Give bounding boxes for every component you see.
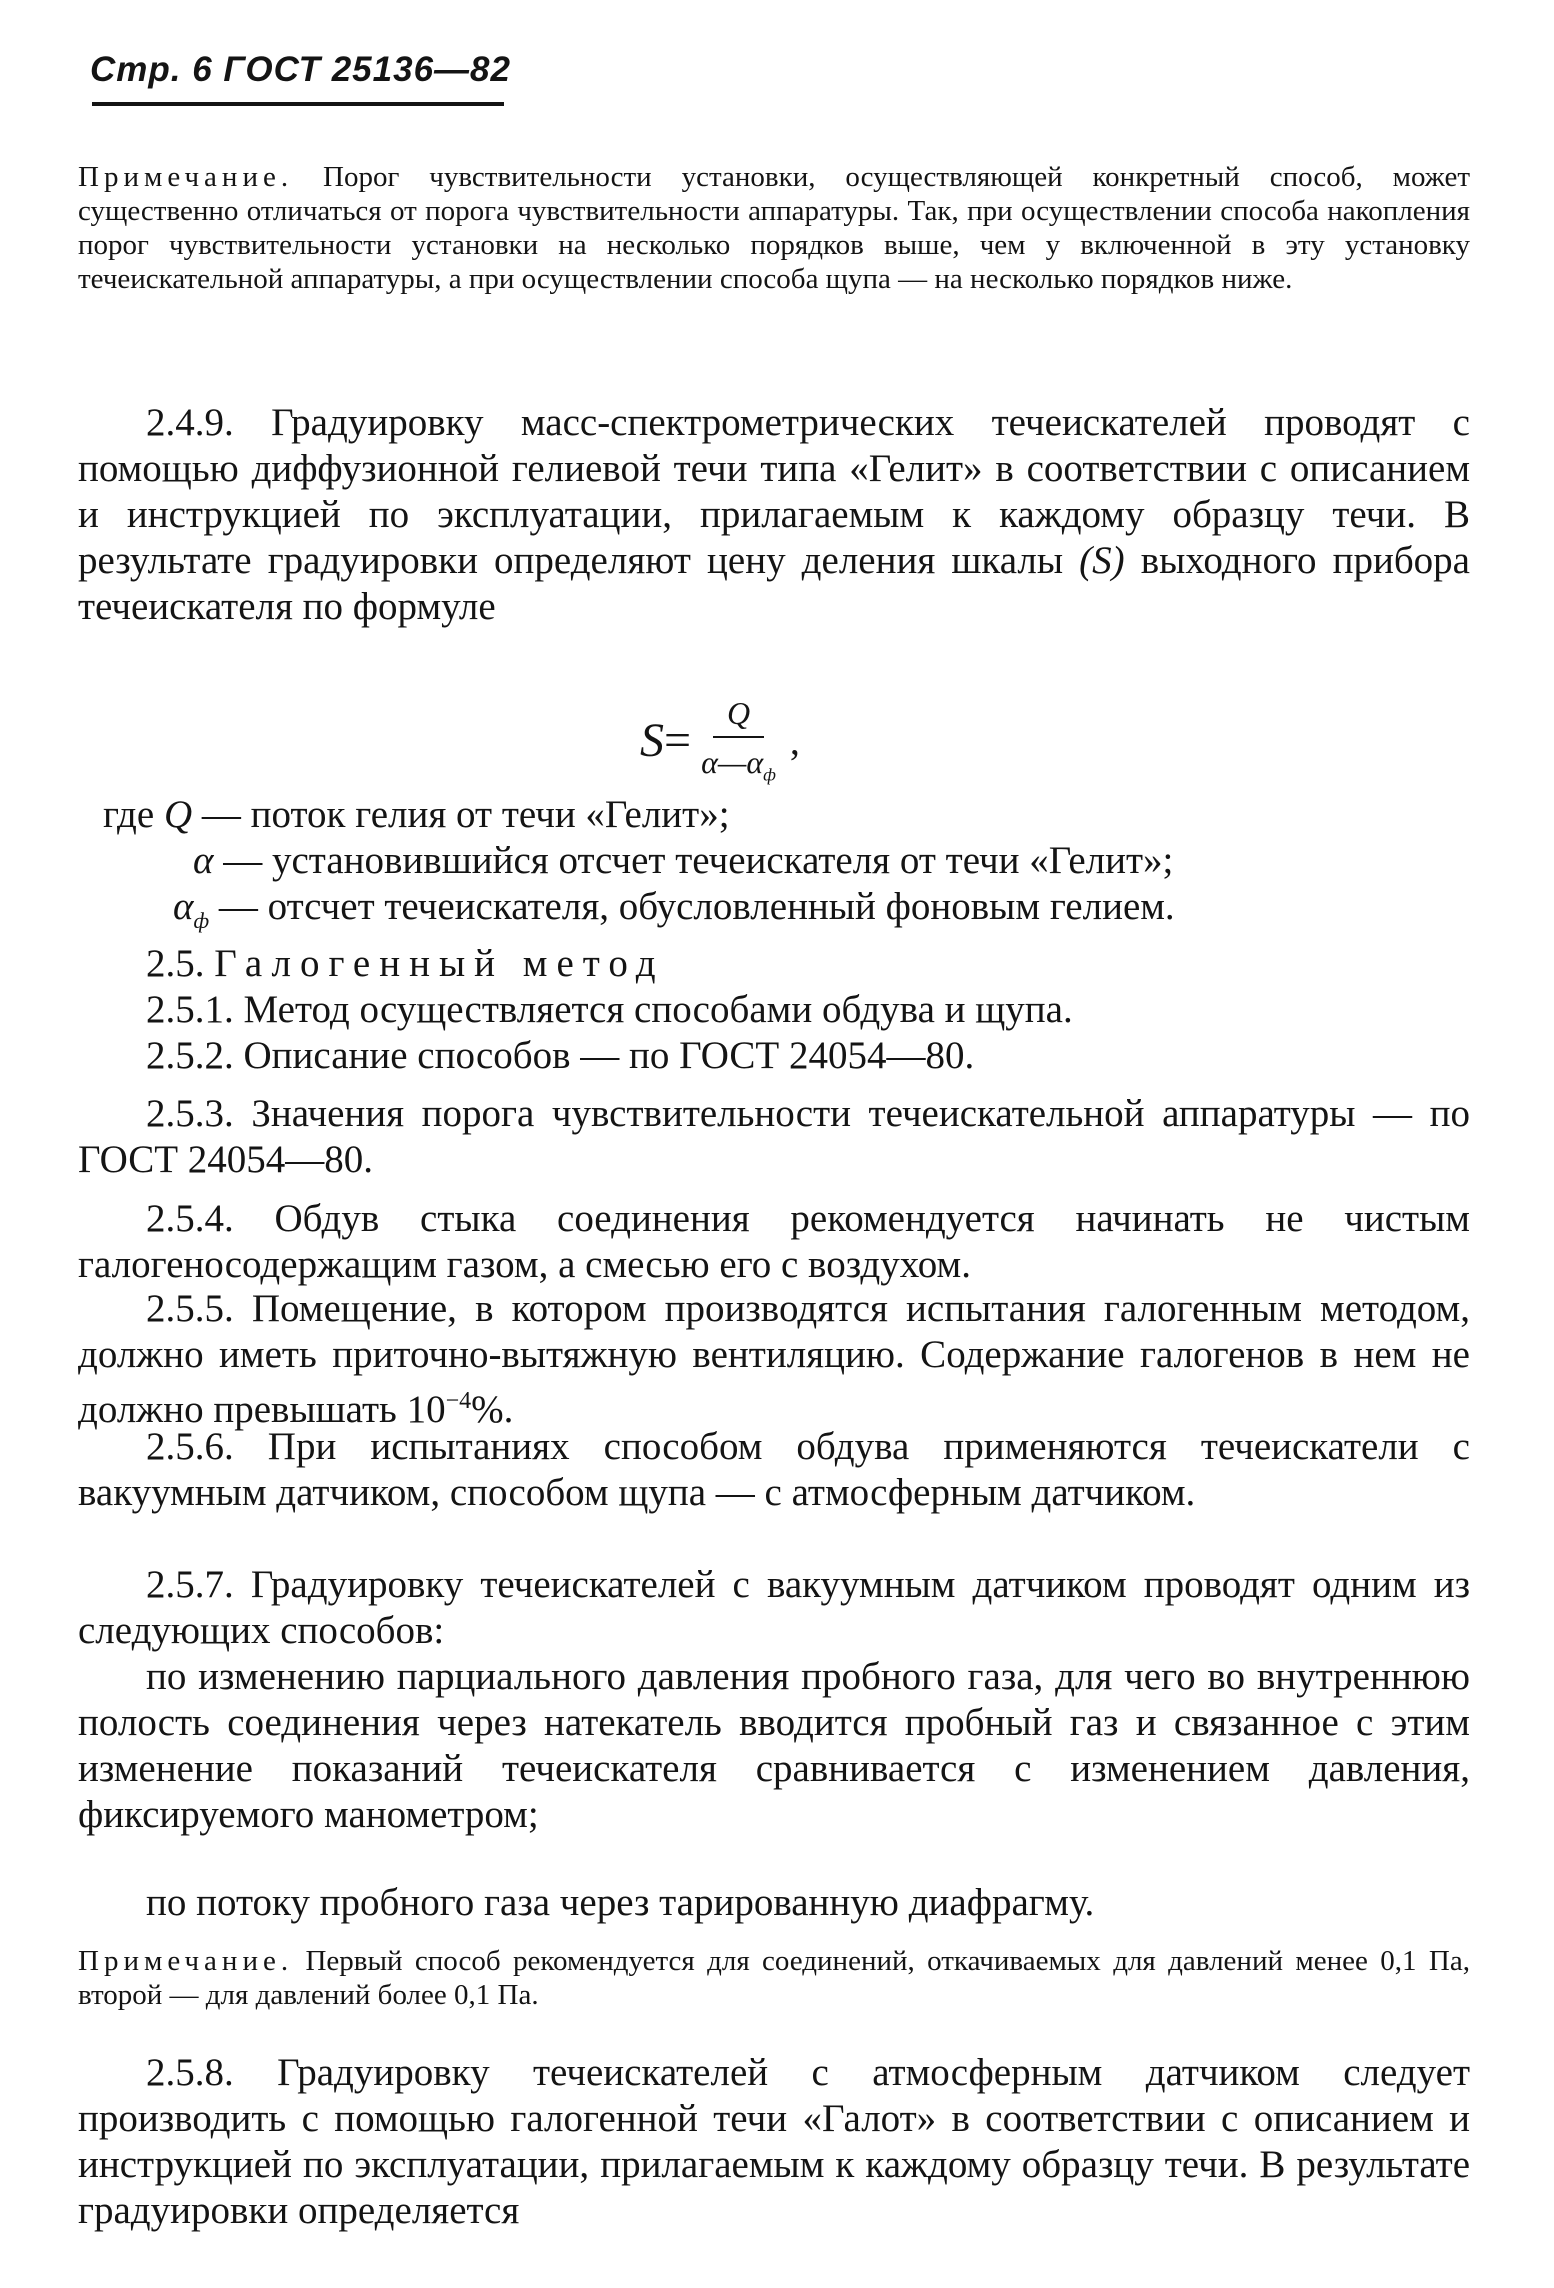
- where-alpha: α — установившийся отсчет течеискателя от течи «Гелит»;: [193, 839, 1174, 882]
- paragraph-2-5-3: 2.5.3. Значения порога чувствительности течеискательной аппаратуры — по ГОСТ 24054—80.: [78, 1092, 1470, 1181]
- paragraph-2-5-4: 2.5.4. Обдув стыка соединения рекомендуется начинать не чистым галогеносодержащим газом, а смесью его с воздухом.: [78, 1197, 1470, 1286]
- formula-equals: =: [664, 713, 692, 767]
- paragraph-2-5-7: 2.5.7. Градуировку течеискателей с вакуумным датчиком проводят одним из следующих способов:: [78, 1563, 1470, 1652]
- formula-comma: ,: [789, 717, 800, 763]
- paragraph-text-end: выходного прибора течеискателя по формуле: [78, 539, 1470, 628]
- note-methods: [78, 1944, 1470, 2012]
- formula-denominator: $\alpha—\alpha_ф$: [701, 743, 776, 785]
- note-sensitivity: [78, 160, 1470, 296]
- page-header: Стр. 6 ГОСТ 25136—82: [90, 50, 511, 89]
- paragraph-2-5-7-method-2: по потоку пробного газа через тарированную диафрагму.: [146, 1881, 1095, 1924]
- where-alpha-f: $\alpha_ф$ — отсчет течеискателя, обусловленный фоновым гелием.: [173, 885, 1175, 933]
- paragraph-2-5-8: 2.5.8. Градуировку течеискателей с атмосферным датчиком следует производить с помощью галогенной течи «Галот» в соответствии с описанием и инструкцией по эксплуатации, прилагаемым к каждому образцу течи. В результате градуировки определяется: [78, 2051, 1470, 2232]
- formula-fraction: [701, 695, 776, 785]
- paragraph-2-4-9: [78, 400, 1470, 630]
- note-text: Первый способ рекомендуется для соединений, откачиваемых для давлений менее 0,1 Па, второй — для давлений более 0,1 Па.: [78, 1945, 1470, 2011]
- formula-scale-division: [640, 685, 800, 795]
- exponent: −4: [445, 1388, 472, 1414]
- paragraph-text: 2.4.9. Градуировку масс-спектрометрических течеискателей проводят с помощью диффузионной гелиевой течи типа «Гелит» в соответствии с описанием и инструкцией по эксплуатации, прилагаемым к каждому образцу течи. В результате градуировки определяют цену деления шкалы: [78, 401, 1470, 582]
- header-rule: [92, 102, 504, 106]
- paragraph-2-5-2: 2.5.2. Описание способов — по ГОСТ 24054—80.: [146, 1034, 975, 1077]
- where-q: где Q — поток гелия от течи «Гелит»;: [103, 793, 730, 836]
- note-text: Порог чувствительности установки, осуществляющей конкретный способ, может существенно отличаться от порога чувствительности аппаратуры. Так, при осуществлении способа накопления порог чувствительности установки на несколько порядков выше, чем у включенной в эту установку течеискательной аппаратуры, а при осуществлении способа щупа — на несколько порядков ниже.: [78, 161, 1470, 295]
- paragraph-2-5-5: 2.5.5. Помещение, в котором производятся испытания галогенным методом, должно иметь приточно-вытяжную вентиляцию. Содержание галогенов в нем не должно превышать $10^{-4}\%$.: [78, 1287, 1470, 1431]
- formula-lhs: S: [640, 713, 664, 767]
- section-2-5-heading: 2.5. Галогенный метод: [146, 942, 665, 985]
- note-label: Примечание.: [78, 161, 294, 193]
- paragraph-2-5-6: 2.5.6. При испытаниях способом обдува применяются течеискатели с вакуумным датчиком, способом щупа — с атмосферным датчиком.: [78, 1425, 1470, 1514]
- paragraph-2-5-7-method-1: по изменению парциального давления пробного газа, для чего во внутреннюю полость соединения через натекатель вводится пробный газ и связанное с этим изменение показаний течеискателя сравнивается с изменением давления, фиксируемого манометром;: [78, 1655, 1470, 1836]
- section-title: Галогенный метод: [214, 942, 665, 985]
- scale-symbol: (S): [1079, 539, 1125, 582]
- note-label: Примечание.: [78, 1945, 294, 1977]
- paragraph-2-5-1: 2.5.1. Метод осуществляется способами обдува и щупа.: [146, 988, 1073, 1031]
- formula-numerator: Q: [713, 695, 764, 738]
